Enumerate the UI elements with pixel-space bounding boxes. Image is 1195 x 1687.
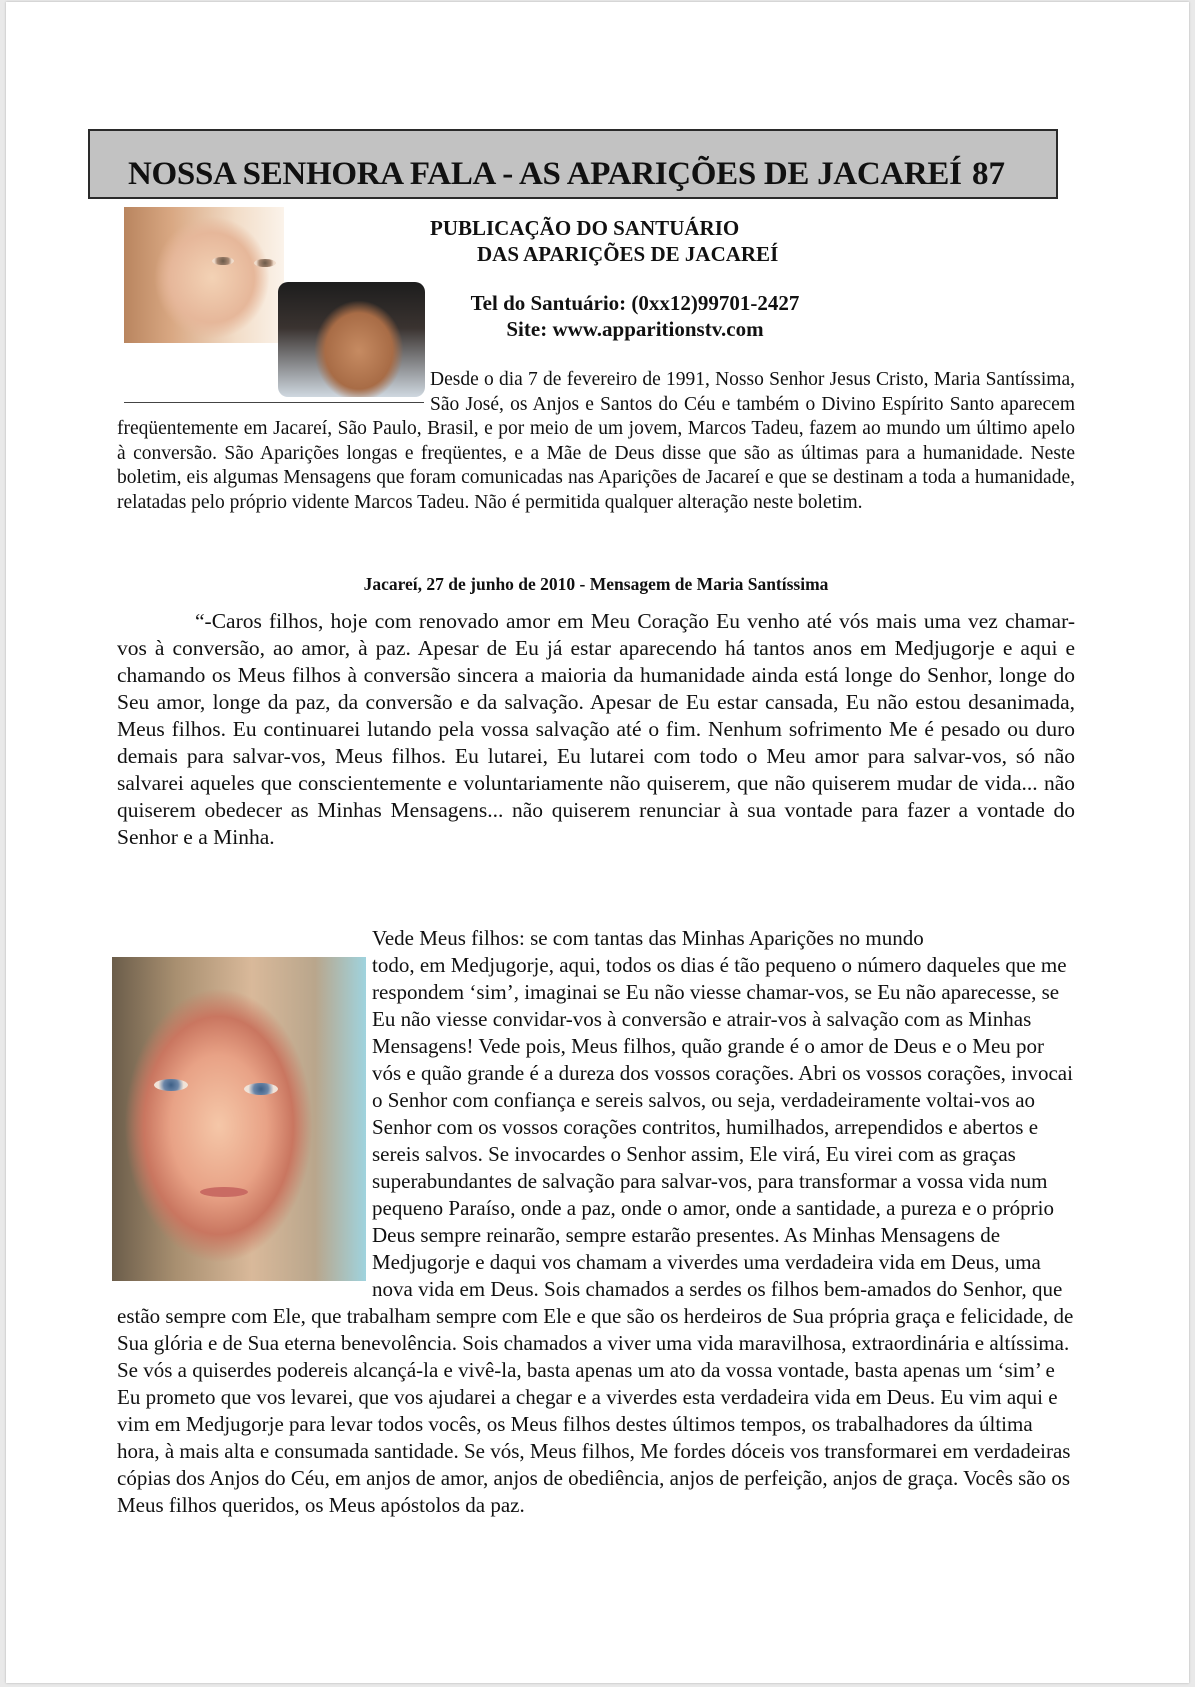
page-number: 87 (972, 156, 1005, 192)
message-paragraph-2: Vede Meus filhos: se com tantas das Minhas Aparições no mundo todo, em Medjugorje, aqui, todos os dias é tão pequeno o número daqueles que me respondem ‘sim’, imaginai se Eu não viesse chamar-vos, se Eu não aparecesse, se Eu não viesse convidar-vos à conversão e atrair-vos à salvação com as Minhas Mensagens! Vede pois, Meus filhos, quão grande é o amor de Deus e o Meu por vós e quão grande é a dureza dos vossos corações. Abri os vossos corações, invocai o Senhor com confiança e sereis salvos, ou seja, verdadeiramente voltai-vos ao Senhor com os vossos corações contritos, humilhados, arrependidos e abertos e sereis salvos. Se invocardes o Senhor assim, Ele virá, Eu virei com as graças superabundantes de salvação para salvar-vos, para transformar a vossa vida num pequeno Paraíso, onde a paz, onde o amor, onde a santidade, a pureza e o próprio Deus sempre reinarão, sempre estarão presentes. As Minhas Mensagens de Medjugorje e daqui vos chamam a viverdes uma verdadeira vida em Deus, uma nova vida em Deus. Sois chamados a serdes os filhos bem-amados do Senhor, que estão sempre com Ele, que trabalham sempre com Ele e que são os herdeiros de Sua própria graça e felicidade, de Sua glória e de Sua eterna benevolência. Sois chamados a viver uma vida maravilhosa, extraordinária e altíssima. Se vós a quiserdes podereis alcançá-la e vivê-la, basta apenas um ato da vossa vontade, basta apenas um ‘sim’ e Eu prometo que vos levarei, que vos ajudarei a chegar e a viverdes esta verdadeira vida em Deus. Eu vim aqui e vim em Medjugorje para levar todos vocês, os Meus filhos destes últimos tempos, os trabalhadores da última hora, à mais alta e consumada santidade. Se vós, Meus filhos, Me fordes dóceis vos transformarei em verdadeiras cópias dos Anjos do Céu, em anjos de amor, anjos de obediência, anjos de perfeição, anjos de graça. Vocês são os Meus filhos queridos, os Meus apóstolos da paz. (117, 926, 1074, 1517)
message-heading: Jacareí, 27 de junho de 2010 - Mensagem de Maria Santíssima (363, 574, 829, 594)
mary-face-photo (124, 207, 284, 343)
sanctuary-phone: Tel do Santuário: (0xx12)99701-2427 (470, 291, 800, 315)
sanctuary-contact (420, 290, 850, 342)
publication-title: PUBLICAÇÃO DO SANTUÁRIO DAS APARIÇÕES DE JACAREÍ (430, 216, 779, 266)
sanctuary-site: Site: www.apparitionstv.com (506, 317, 764, 341)
page-title: NOSSA SENHORA FALA - AS APARIÇÕES DE JACAREÍ (128, 156, 962, 192)
intro-paragraph: Desde o dia 7 de fevereiro de 1991, Nosso Senhor Jesus Cristo, Maria Santíssima, São José, os Anjos e Santos do Céu e também o Divino Espírito Santo aparecem freqüentemente em Jacareí, São Paulo, Brasil, e por meio de um jovem, Marcos Tadeu, fazem ao mundo um último apelo à conversão. São Aparições longas e freqüentes, e a Mãe de Deus disse que são as últimas para a humanidade. Neste boletim, eis algumas Mensagens que foram comunicadas nas Aparições de Jacareí e que se destinam a toda a humanidade, relatadas pelo próprio vidente Marcos Tadeu. Não é permitida qualquer alteração neste boletim. (117, 369, 1075, 513)
header-banner (88, 129, 1058, 199)
message-paragraph-1: “-Caros filhos, hoje com renovado amor em Meu Coração Eu venho até vós mais uma vez chamar-vos à conversão, ao amor, à paz. Apesar de Eu já estar aparecendo há tantos anos em Medjugorje e aqui e chamando os Meus filhos à conversão sincera a maioria da humanidade ainda está longe do Senhor, longe do Seu amor, longe da paz, da conversão e da salvação. Apesar de Eu estar cansada, Eu não estou desanimada, Meus filhos. Eu continuarei lutando pela vossa salvação até o fim. Nenhum sofrimento Me é pesado ou duro demais para salvar-vos, Meus filhos. Eu lutarei, Eu lutarei com todo o Meu amor para salvar-vos, só não salvarei aqueles que conscientemente e voluntariamente não quiserem, que não quiserem mudar de vida... não quiserem obedecer as Minhas Mensagens... não quiserem renunciar à sua vontade para fazer a vontade do Senhor e a Minha. (117, 609, 1075, 849)
